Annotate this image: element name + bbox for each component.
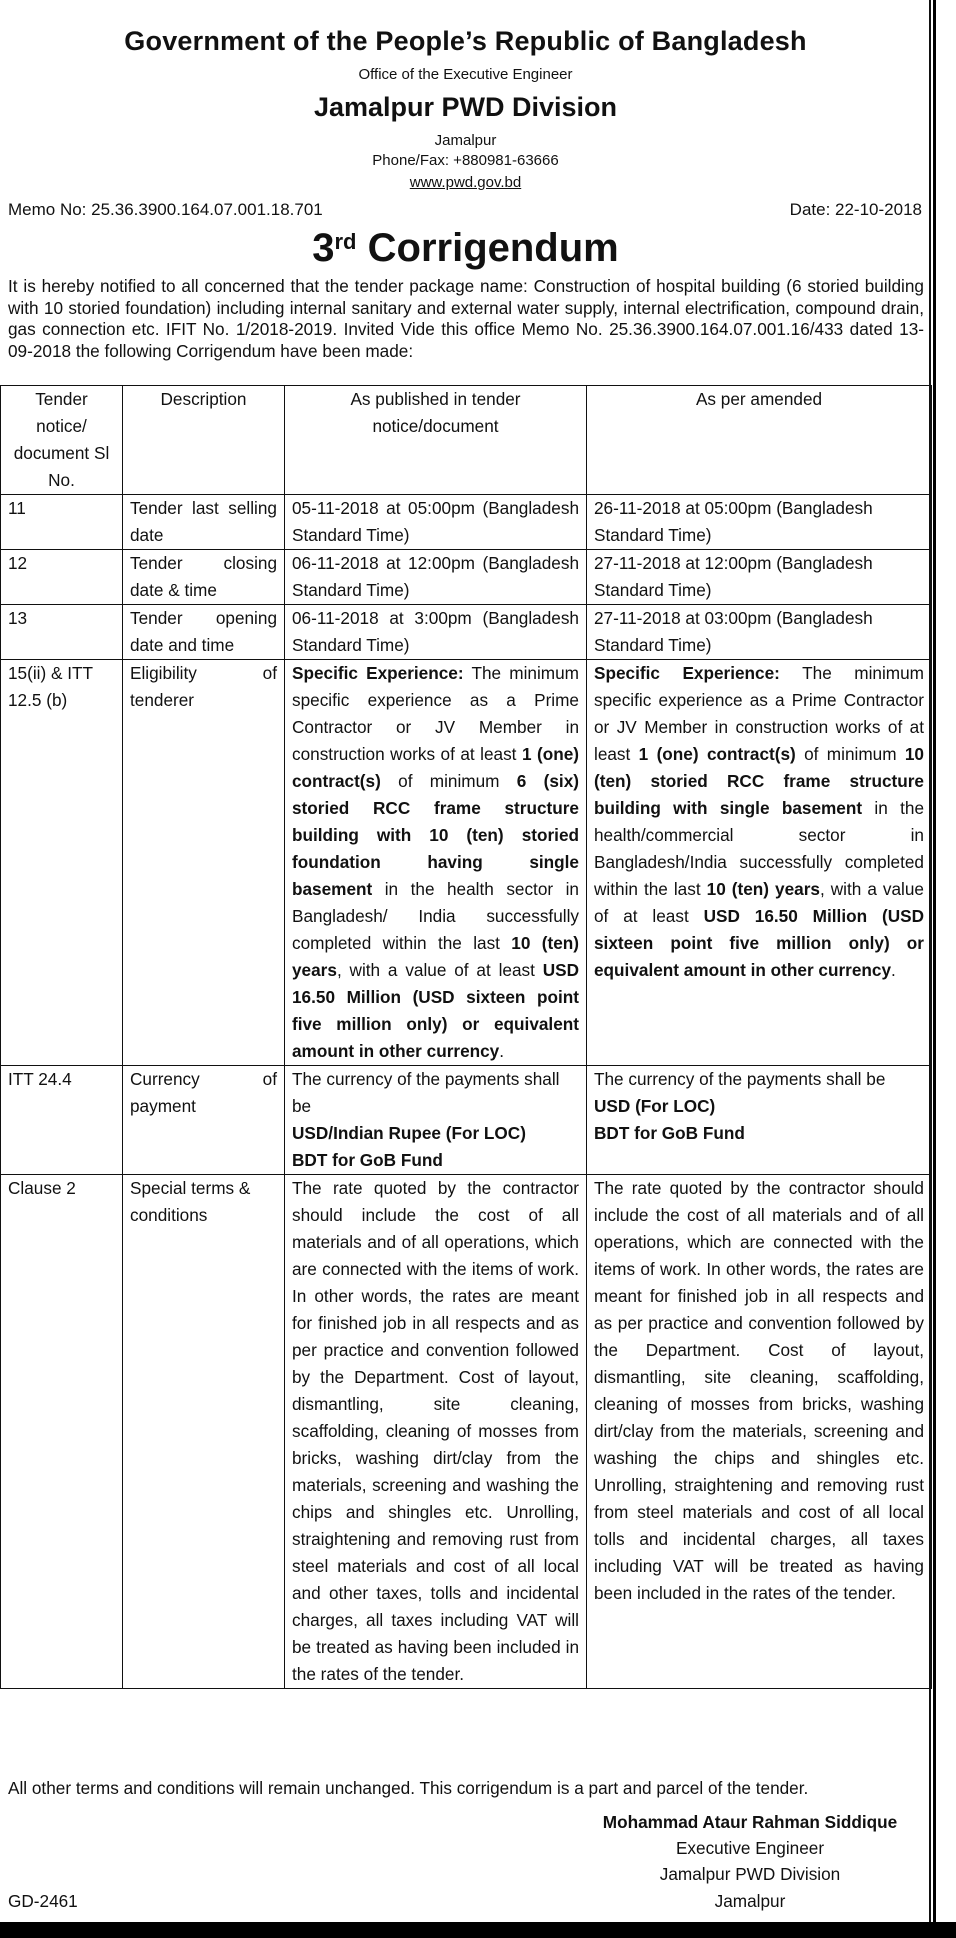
- published-text: of minimum: [380, 771, 517, 791]
- scan-bottom-edge: [0, 1922, 956, 1938]
- header-description: Description: [123, 386, 285, 495]
- cell-published: [285, 1066, 587, 1175]
- amended-heading: Specific Experience:: [594, 663, 780, 683]
- cell-sl: 15(ii) & ITT 12.5 (b): [1, 660, 123, 1066]
- cell-sl: Clause 2: [1, 1175, 123, 1689]
- cell-published: 05-11-2018 at 05:00pm (Bangladesh Standard Time): [285, 495, 587, 550]
- cell-sl: ITT 24.4: [1, 1066, 123, 1175]
- memo-number: Memo No: 25.36.3900.164.07.001.18.701: [8, 200, 323, 219]
- signatory-name: Mohammad Ataur Rahman Siddique: [602, 1812, 898, 1832]
- signatory-division: Jamalpur PWD Division: [659, 1864, 841, 1884]
- signatory-designation: Executive Engineer: [675, 1838, 825, 1858]
- title-word: Corrigendum: [367, 226, 619, 270]
- table-row: [1, 1175, 932, 1689]
- published-building-spec: 6 (six) storied RCC frame structure building with 10 (ten) storied foundation having single basement: [292, 771, 579, 899]
- cell-published: [285, 660, 587, 1066]
- table-row: [1, 605, 932, 660]
- cell-description: Special terms & conditions: [123, 1175, 285, 1689]
- header-published: As published in tender notice/document: [285, 386, 587, 495]
- amended-text: The minimum specific experience as a Prime Contractor or JV Member in construction works of at least: [594, 663, 924, 764]
- cell-description: Tender closing date & time: [123, 550, 285, 605]
- published-years: 10 (ten) years: [292, 933, 579, 980]
- amended-building-spec: 10 (ten) storied RCC frame structure building with single basement: [594, 744, 924, 818]
- published-text: , with a value of at least: [336, 960, 543, 980]
- cell-amended: 27-11-2018 at 12:00pm (Bangladesh Standard Time): [587, 550, 932, 605]
- division-heading: Jamalpur PWD Division: [313, 92, 618, 122]
- city-line: Jamalpur: [434, 132, 497, 149]
- title-suffix: rd: [334, 228, 357, 254]
- website-link[interactable]: www.pwd.gov.bd: [409, 174, 522, 191]
- cell-published: The rate quoted by the contractor should include the cost of all materials and of all operations, which are connected with the items of work. In other words, the rates are meant for finished job in all respects and as per practice and convention followed by the Department. Cost of layout, dismantling, site cleaning, scaffolding, cleaning of mosses from bricks, washing dirt/clay from the materials, screening and washing the chips and shingles etc. Unrolling, straightening and removing rust from steel materials and cost of all local and other taxes, tolls and incidental charges, all taxes including VAT will be treated as having been included in the rates of the tender.: [285, 1175, 587, 1689]
- cell-sl: 12: [1, 550, 123, 605]
- cell-published: 06-11-2018 at 12:00pm (Bangladesh Standard Time): [285, 550, 587, 605]
- gd-code: GD-2461: [8, 1891, 78, 1911]
- corrigendum-table: [0, 385, 932, 1689]
- published-text: The minimum specific experience as a Prime Contractor or JV Member in construction works of at least: [292, 663, 579, 764]
- government-heading: Government of the People’s Republic of Bangladesh: [124, 26, 807, 56]
- amended-value: USD 16.50 Million (USD sixteen point five million only) or equivalent amount in other currency: [594, 906, 924, 980]
- document-title: [0, 226, 931, 271]
- signatory-city: Jamalpur: [714, 1891, 786, 1911]
- office-subheading: Office of the Executive Engineer: [358, 66, 573, 83]
- scan-edge: [933, 0, 956, 1938]
- table-row: [1, 550, 932, 605]
- amended-text: , with a value of at least: [594, 879, 924, 926]
- published-text: in the health sector in Bangladesh/ India successfully completed within the last: [292, 879, 579, 953]
- header-amended: As per amended: [587, 386, 932, 495]
- cell-amended: 27-11-2018 at 03:00pm (Bangladesh Standard Time): [587, 605, 932, 660]
- cell-description: Tender last selling date: [123, 495, 285, 550]
- cell-description: Tender opening date and time: [123, 605, 285, 660]
- memo-row: [8, 200, 922, 220]
- published-contracts: 1 (one) contract(s): [292, 744, 579, 791]
- cell-description: Currency of payment: [123, 1066, 285, 1175]
- cell-amended: [587, 1066, 932, 1175]
- cell-description: Eligibility of tenderer: [123, 660, 285, 1066]
- title-ordinal: 3: [312, 226, 335, 270]
- published-currency-line: The currency of the payments shall be: [292, 1069, 560, 1116]
- amended-text: .: [891, 960, 896, 980]
- amended-currency-loc: USD (For LOC): [594, 1096, 716, 1116]
- cell-sl: 11: [1, 495, 123, 550]
- amended-text: in the health/commercial sector in Bangladesh/India successfully completed within the last: [594, 798, 924, 899]
- table-row: [1, 660, 932, 1066]
- table-row: [1, 1066, 932, 1175]
- cell-amended: [587, 660, 932, 1066]
- published-value: USD 16.50 Million (USD sixteen point five million only) or equivalent amount in other currency: [292, 960, 579, 1061]
- phone-line: Phone/Fax: +880981-63666: [372, 152, 559, 169]
- table-row: [1, 495, 932, 550]
- published-currency-loc: USD/Indian Rupee (For LOC): [292, 1123, 526, 1143]
- closing-note: All other terms and conditions will remain unchanged. This corrigendum is a part and parcel of the tender.: [8, 1778, 809, 1798]
- published-currency-gob: BDT for GoB Fund: [292, 1150, 443, 1170]
- published-heading: Specific Experience:: [292, 663, 464, 683]
- memo-date: Date: 22-10-2018: [789, 200, 922, 219]
- table-header-row: [1, 386, 932, 495]
- cell-amended: 26-11-2018 at 05:00pm (Bangladesh Standard Time): [587, 495, 932, 550]
- amended-years: 10 (ten) years: [706, 879, 820, 899]
- published-text: .: [499, 1041, 505, 1061]
- cell-amended: The rate quoted by the contractor should include the cost of all materials and of all operations, which are connected with the items of work. In other words, the rates are meant for finished job in all respects and as per practice and convention followed by the Department. Cost of layout, dismantling, site cleaning, scaffolding, cleaning of mosses from bricks, washing dirt/clay from the materials, screening and washing the chips and shingles etc. Unrolling, straightening and removing rust from steel materials and cost of all local tolls and incidental charges, all taxes including VAT will be treated as having been included in the rates of the tender.: [587, 1175, 932, 1689]
- cell-sl: 13: [1, 605, 123, 660]
- amended-text: of minimum: [795, 744, 905, 764]
- amended-currency-line: The currency of the payments shall be: [594, 1069, 886, 1089]
- intro-paragraph: It is hereby notified to all concerned that the tender package name: Construction of hospital building (6 storied building with 10 storied foundation) including internal sanitary and external water supply, internal electrification, compound drain, gas connection etc. IFIT No. 1/2018-2019. Invited Vide this office Memo No. 25.36.3900.164.07.001.16/433 dated 13-09-2018 the following Corrigendum have been made:: [8, 276, 924, 361]
- amended-currency-gob: BDT for GoB Fund: [594, 1123, 745, 1143]
- header-sl: Tender notice/ document Sl No.: [1, 386, 123, 495]
- cell-published: 06-11-2018 at 3:00pm (Bangladesh Standard Time): [285, 605, 587, 660]
- amended-contracts: 1 (one) contract(s): [638, 744, 796, 764]
